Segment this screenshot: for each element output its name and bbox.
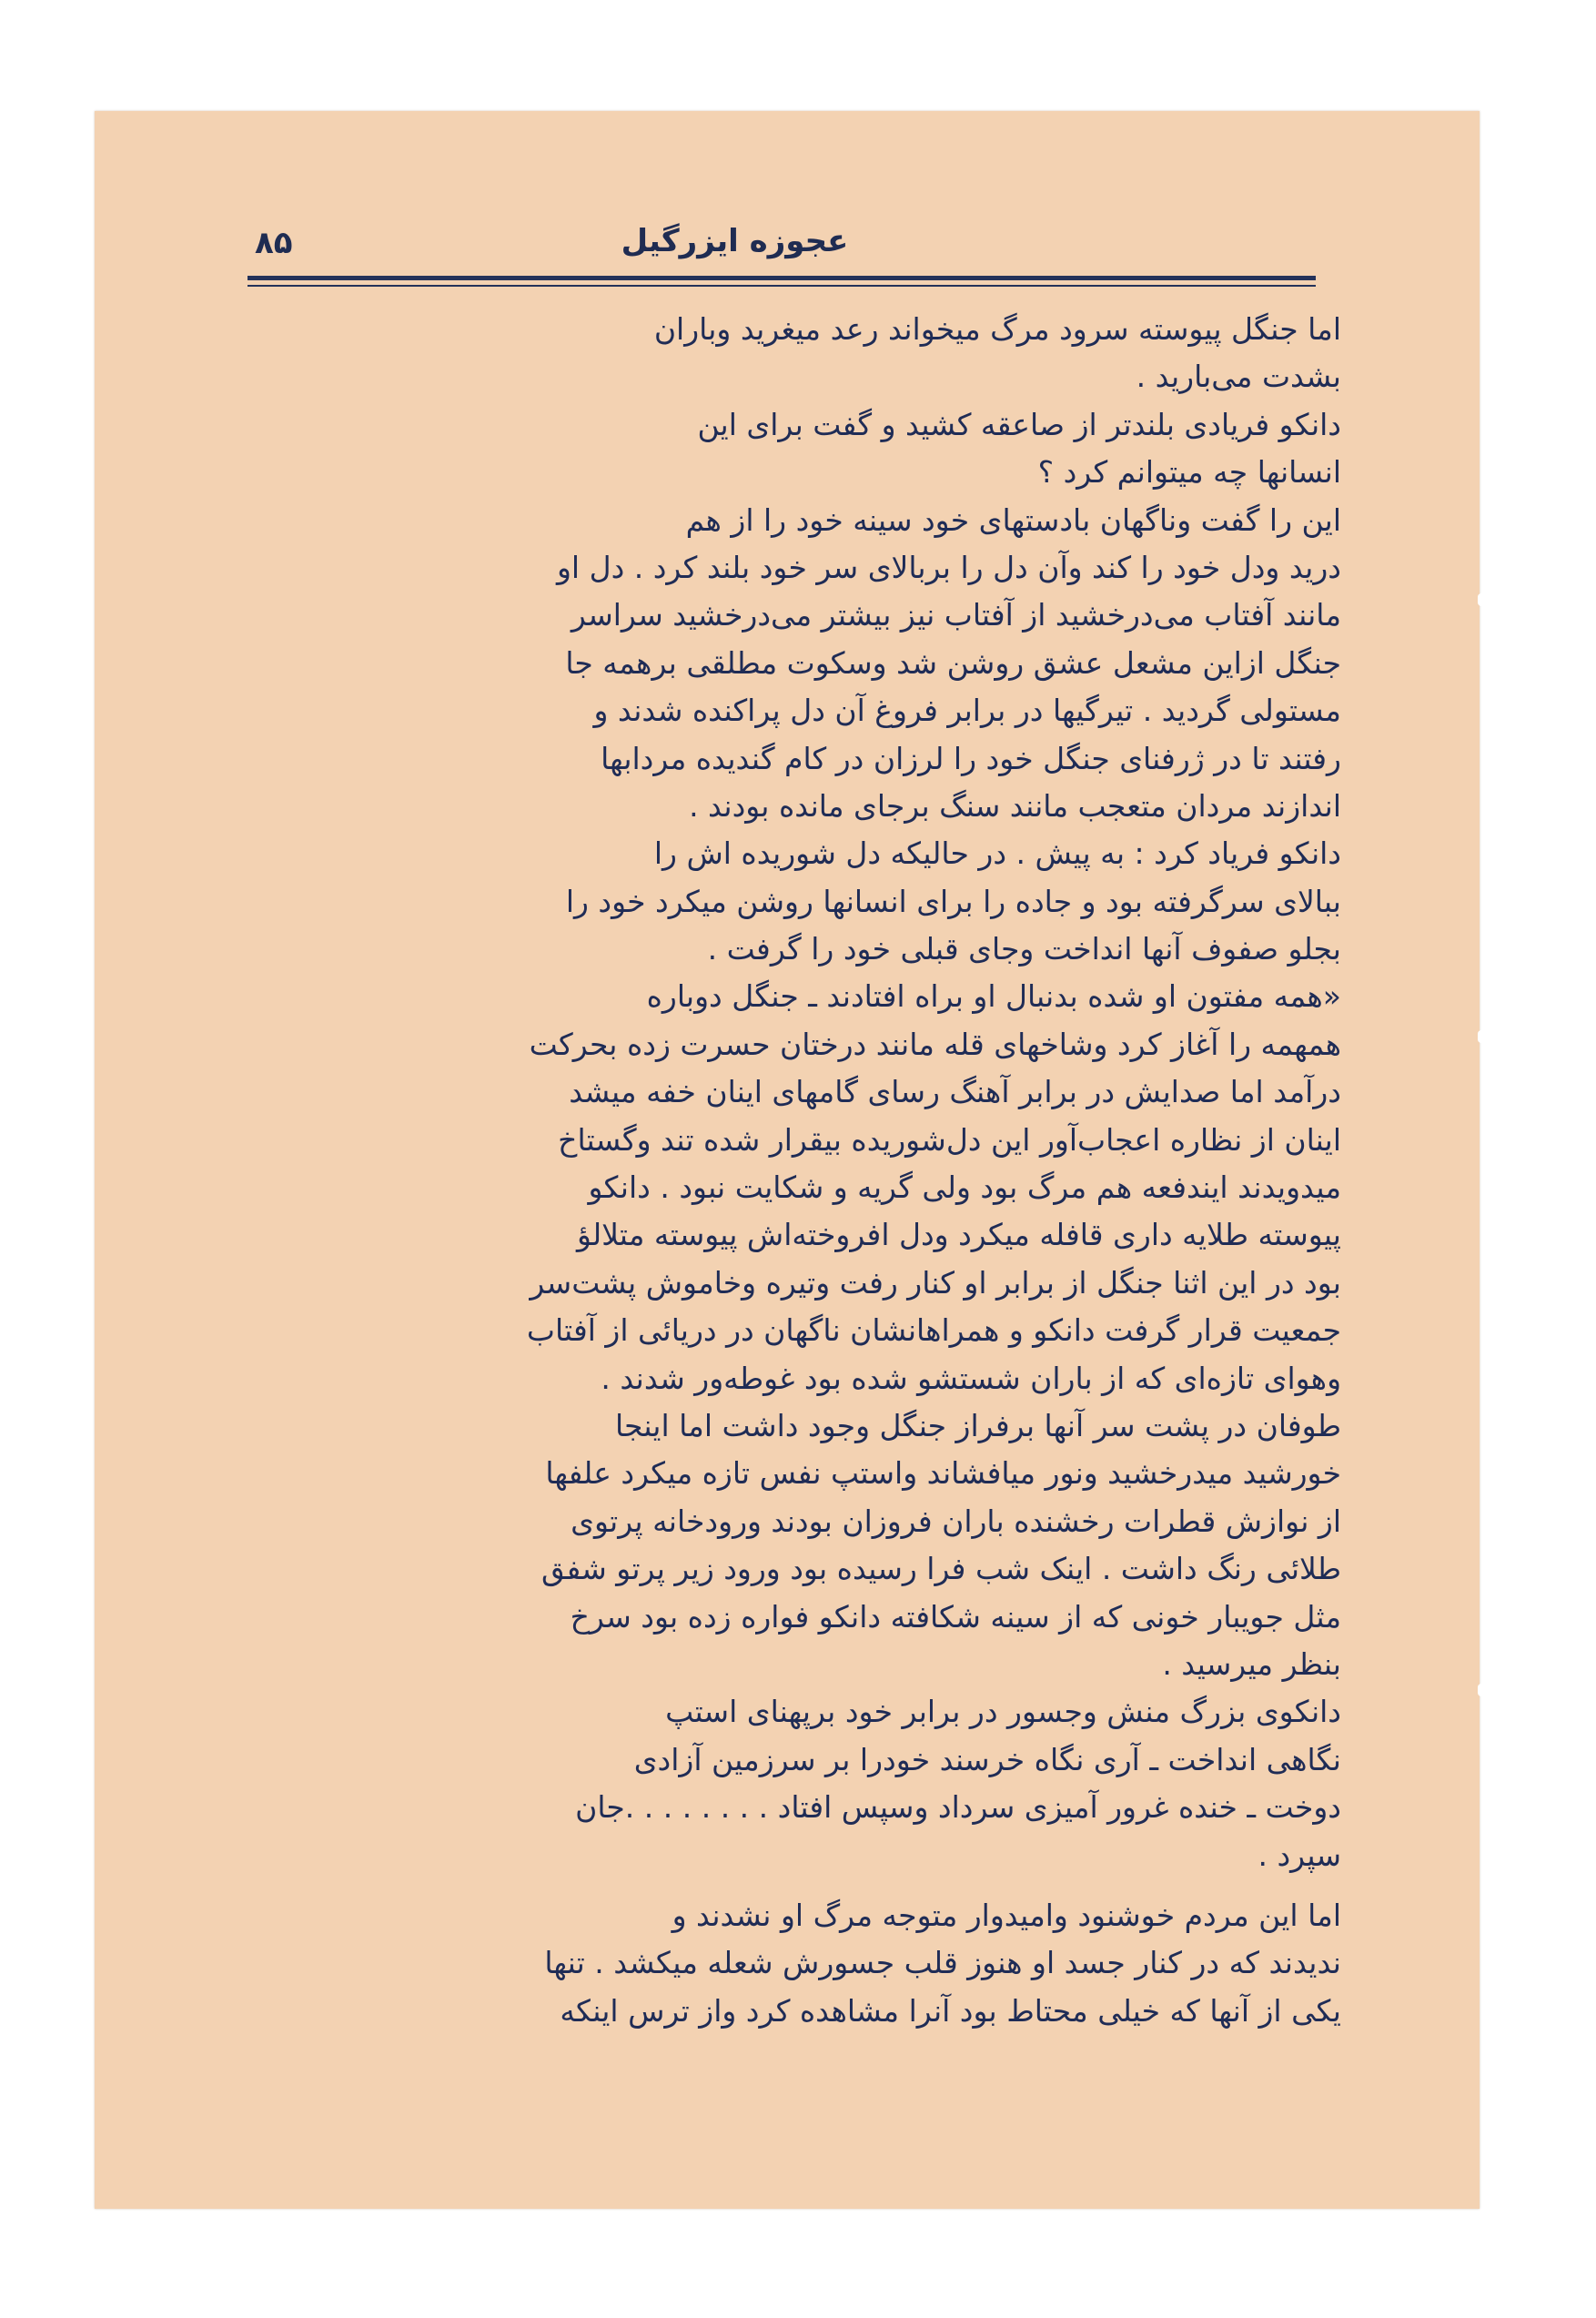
text-line: یکی از آنها که خیلی محتاط بود آنرا مشاهده کرد واز ترس اینکه — [560, 1992, 1341, 2029]
text-line: بود در این اثنا جنگل از برابر او کنار رفت وتیره وخاموش پشت‌سر — [530, 1264, 1341, 1301]
text-line: ندیدند که در کنار جسد او هنوز قلب جسورش شعله میکشد . تنها — [544, 1945, 1341, 1981]
running-title: عجوزه ایزرگیل — [621, 223, 849, 259]
text-line: دانکوی بزرگ منش وجسور در برابر خود برپهنای استپ — [665, 1694, 1341, 1730]
text-line: درآمد اما صدایش در برابر آهنگ رسای گامهای اینان خفه میشد — [569, 1074, 1341, 1110]
text-line: مستولی گردید . تیرگیها در برابر فروغ آن دل پراکنده شدند و — [593, 693, 1341, 729]
page-number: ۸۵ — [255, 225, 293, 261]
text-line: بشدت می‌بارید . — [1136, 359, 1341, 395]
text-line: بنظر میرسید . — [1162, 1645, 1341, 1682]
text-line: پیوسته طلایه داری قافله میکرد ودل افروخته‌اش پیوسته متلالؤ — [577, 1217, 1341, 1253]
page-edge-notch — [1478, 593, 1485, 606]
page-header — [155, 223, 1315, 278]
text-line: طلائی رنگ داشت . اینک شب فرا رسیده بود ورود زیر پرتو شفق — [540, 1551, 1341, 1587]
header-rule-thick — [247, 276, 1316, 280]
page-edge-notch — [1478, 1030, 1485, 1043]
text-line: اما جنگل پیوسته سرود مرگ میخواند رعد میغرید وباران — [653, 311, 1341, 347]
text-line: خورشید میدرخشید ونور میافشاند واستپ نفس تازه میکرد علفها — [545, 1455, 1341, 1492]
text-line: وهوای تازه‌ای که از باران شستشو شده بود غوطه‌ور شدند . — [601, 1360, 1341, 1396]
text-line: اما این مردم خوشنود وامیدوار متوجه مرگ او نشدند و — [672, 1897, 1341, 1933]
text-line: دانکو فریاد کرد : به پیش . در حالیکه دل شوریده اش را — [653, 835, 1341, 872]
text-line: طوفان در پشت سر آنها برفراز جنگل وجود داشت اما اینجا — [614, 1407, 1341, 1443]
text-line: میدویدند ایندفعه هم مرگ بود ولی گریه و شکایت نبود . دانکو — [588, 1169, 1341, 1206]
text-line: جنگل ازاین مشعل عشق روشن شد وسکوت مطلقی برهمه جا — [565, 644, 1341, 681]
header-rule-thin — [247, 285, 1316, 287]
text-line: از نوازش قطرات رخشنده باران فروزان بودند ورودخانه پرتوی — [571, 1503, 1341, 1539]
body-text — [253, 306, 1341, 2035]
text-line: سپرد . — [1258, 1837, 1341, 1873]
text-line: مانند آفتاب می‌درخشید از آفتاب نیز بیشتر می‌درخشید سراسر — [571, 597, 1341, 633]
text-line: دانکو فریادی بلندتر از صاعقه کشید و گفت برای این — [697, 406, 1341, 442]
text-line: انسانها چه میتوانم کرد ؟ — [1037, 454, 1341, 491]
text-line: ببالای سرگرفته بود و جاده را برای انسانها روشن میکرد خود را — [565, 883, 1341, 919]
text-line: بجلو صفوف آنها انداخت وجای قبلی خود را گرفت . — [707, 931, 1341, 967]
text-line: دوخت ـ خنده غرور آمیزی سرداد وسپس افتاد . . . . . . . .جان — [575, 1789, 1341, 1826]
text-line: «همه مفتون او شده بدنبال او براه افتادند ـ جنگل دوباره — [646, 978, 1341, 1015]
text-line: همهمه را آغاز کرد وشاخهای قله مانند درختان حسرت زده بحرکت — [529, 1026, 1341, 1062]
page-edge-notch — [1478, 1684, 1485, 1696]
text-line: نگاهی انداخت ـ آری نگاه خرسند خودرا بر سرزمین آزادی — [633, 1741, 1341, 1777]
text-line: رفتند تا در ژرفنای جنگل خود را لرزان در کام گندیده مردابها — [601, 740, 1341, 776]
text-line: این را گفت وناگهان بادستهای خود سینه خود را از هم — [685, 501, 1341, 538]
text-line: درید ودل خود را کند وآن دل را بربالای سر خود بلند کرد . دل او — [557, 549, 1341, 585]
text-line: جمعیت قرار گرفت دانکو و همراهانشان ناگهان در دریائی از آفتاب — [526, 1312, 1341, 1349]
text-line: اندازند مردان متعجب مانند سنگ برجای مانده بودند . — [689, 787, 1341, 824]
paragraph-gap — [253, 1879, 1341, 1892]
text-line: مثل جویبار خونی که از سینه شکافته دانکو فواره زده بود سرخ — [570, 1598, 1341, 1635]
text-line: اینان از نظاره اعجاب‌آور این دل‌شوریده بیقرار شده تند وگستاخ — [558, 1121, 1341, 1158]
